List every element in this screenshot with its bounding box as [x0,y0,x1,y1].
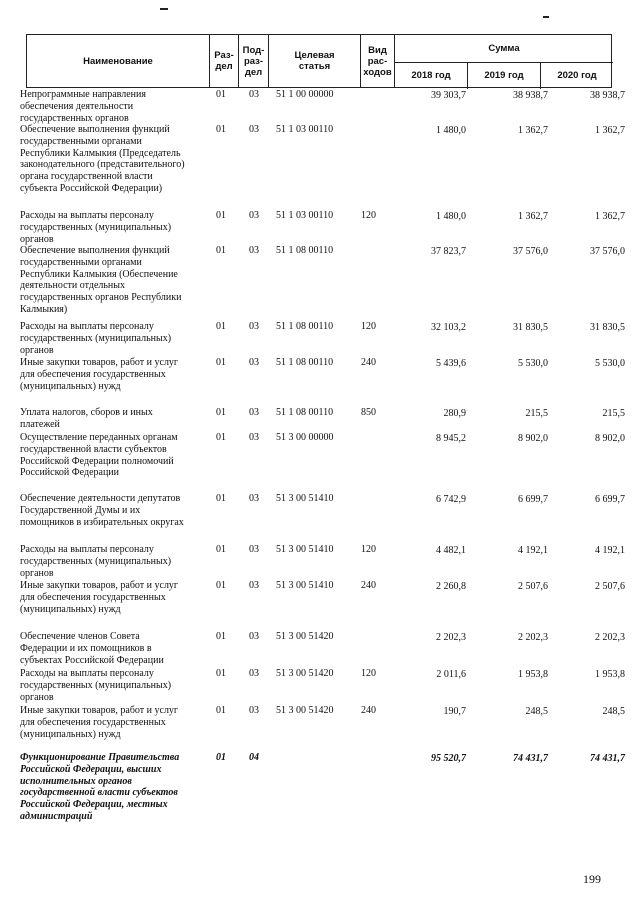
row-sum-2018: 4 482,1 [436,545,466,556]
row-name: Обеспечение деятельности депутатов Государственной Думы и их помощников в избирательных округах [20,493,184,528]
row-sum-2020: 5 530,0 [595,358,625,369]
row-sum-2018: 280,9 [443,408,466,419]
row-sum-2018: 37 823,7 [431,246,466,257]
row-sum-2018: 2 202,3 [436,632,466,643]
row-podrazdel: 03 [249,544,259,555]
row-sum-2020: 8 902,0 [595,433,625,444]
row-razdel: 01 [216,210,226,221]
row-razdel: 01 [216,321,226,332]
header-target-article: Целевая статья [269,35,361,87]
row-target-article: 51 1 08 00110 [276,245,334,256]
row-razdel: 01 [216,752,226,763]
row-sum-2020: 215,5 [602,408,625,419]
row-sum-2019: 1 362,7 [518,125,548,136]
row-sum-2020: 1 953,8 [595,669,625,680]
header-year-2019: 2019 год [468,62,541,89]
row-sum-2020: 31 830,5 [590,322,625,333]
row-razdel: 01 [216,544,226,555]
row-razdel: 01 [216,407,226,418]
row-target-article: 51 3 00 51410 [276,544,334,555]
row-expense-type: 120 [361,210,376,221]
header-expense-type: Вид рас- ходов [361,35,395,87]
row-podrazdel: 03 [249,407,259,418]
row-podrazdel: 03 [249,580,259,591]
row-expense-type: 240 [361,705,376,716]
row-razdel: 01 [216,124,226,135]
row-podrazdel: 03 [249,493,259,504]
row-target-article: 51 3 00 51420 [276,631,334,642]
row-sum-2020: 248,5 [602,706,625,717]
row-target-article: 51 1 08 00110 [276,407,334,418]
header-name: Наименование [27,35,210,87]
row-sum-2020: 2 507,6 [595,581,625,592]
row-podrazdel: 03 [249,668,259,679]
row-podrazdel: 03 [249,124,259,135]
row-target-article: 51 1 03 00110 [276,124,334,135]
row-name: Иные закупки товаров, работ и услуг для обеспечения государственных (муниципальных) нужд [20,580,179,615]
row-sum-2020: 6 699,7 [595,494,625,505]
row-sum-2018: 1 480,0 [436,211,466,222]
row-sum-2018: 190,7 [443,706,466,717]
row-razdel: 01 [216,89,226,100]
row-name: Расходы на выплаты персоналу государственных (муниципальных) органов [20,668,172,703]
row-razdel: 01 [216,493,226,504]
row-razdel: 01 [216,432,226,443]
row-expense-type: 240 [361,580,376,591]
header-podrazdel: Под- раз- дел [239,35,269,87]
header-sum: Сумма [395,35,613,63]
row-podrazdel: 03 [249,210,259,221]
row-target-article: 51 3 00 51420 [276,705,334,716]
row-podrazdel: 03 [249,631,259,642]
row-podrazdel: 03 [249,89,259,100]
row-sum-2019: 248,5 [525,706,548,717]
row-sum-2020: 2 202,3 [595,632,625,643]
row-podrazdel: 03 [249,245,259,256]
row-sum-2019: 37 576,0 [513,246,548,257]
table-header [26,34,612,88]
row-target-article: 51 3 00 51410 [276,493,334,504]
row-sum-2019: 1 362,7 [518,211,548,222]
row-sum-2019: 2 507,6 [518,581,548,592]
row-razdel: 01 [216,668,226,679]
row-sum-2018: 8 945,2 [436,433,466,444]
row-sum-2019: 215,5 [525,408,548,419]
row-target-article: 51 3 00 00000 [276,432,334,443]
row-sum-2020: 4 192,1 [595,545,625,556]
row-razdel: 01 [216,580,226,591]
row-target-article: 51 3 00 51420 [276,668,334,679]
row-expense-type: 120 [361,544,376,555]
row-sum-2020: 1 362,7 [595,125,625,136]
row-sum-2018: 95 520,7 [431,753,466,764]
row-name: Иные закупки товаров, работ и услуг для обеспечения государственных (муниципальных) нужд [20,357,179,392]
row-razdel: 01 [216,245,226,256]
row-razdel: 01 [216,631,226,642]
row-target-article: 51 3 00 51410 [276,580,334,591]
row-sum-2019: 2 202,3 [518,632,548,643]
row-sum-2020: 37 576,0 [590,246,625,257]
row-name: Обеспечение выполнения функций государственными органами Республики Калмыкия (Председатель законодательного (представительного) органа государственной власти субъекта Российской Федерации) [20,124,185,194]
row-sum-2019: 1 953,8 [518,669,548,680]
row-sum-2020: 38 938,7 [590,90,625,101]
row-sum-2018: 2 260,8 [436,581,466,592]
row-sum-2018: 1 480,0 [436,125,466,136]
page-number: 199 [583,872,601,886]
row-sum-2019: 4 192,1 [518,545,548,556]
row-name: Расходы на выплаты персоналу государственных (муниципальных) органов [20,321,172,356]
row-target-article: 51 1 03 00110 [276,210,334,221]
row-podrazdel: 03 [249,705,259,716]
row-name: Расходы на выплаты персоналу государственных (муниципальных) органов [20,210,172,245]
row-sum-2019: 5 530,0 [518,358,548,369]
row-podrazdel: 04 [249,752,259,763]
row-sum-2018: 5 439,6 [436,358,466,369]
scan-mark [160,8,168,10]
row-name: Обеспечение выполнения функций государственными органами Республики Калмыкия (Обеспечение деятельности отдельных государственных органов Республики Калмыкия) [20,245,182,315]
row-target-article: 51 1 00 00000 [276,89,334,100]
row-expense-type: 120 [361,668,376,679]
row-name: Осуществление переданных органам государственной власти субъектов Российской Федерации полномочий Российской Федерации [20,432,178,479]
row-name: Функционирование Правительства Российской Федерации, высших исполнительных органов государственной власти субъектов Российской Федерации, местных администраций [20,752,180,822]
row-sum-2018: 39 303,7 [431,90,466,101]
row-sum-2019: 31 830,5 [513,322,548,333]
row-razdel: 01 [216,705,226,716]
row-podrazdel: 03 [249,357,259,368]
row-sum-2019: 74 431,7 [513,753,548,764]
header-year-2018: 2018 год [395,62,468,89]
scan-mark [543,16,549,18]
row-name: Уплата налогов, сборов и иных платежей [20,407,153,430]
row-sum-2018: 6 742,9 [436,494,466,505]
row-razdel: 01 [216,357,226,368]
row-expense-type: 240 [361,357,376,368]
row-expense-type: 120 [361,321,376,332]
row-expense-type: 850 [361,407,376,418]
row-sum-2018: 32 103,2 [431,322,466,333]
row-name: Расходы на выплаты персоналу государственных (муниципальных) органов [20,544,172,579]
row-target-article: 51 1 08 00110 [276,321,334,332]
row-sum-2020: 1 362,7 [595,211,625,222]
row-name: Непрограммные направления обеспечения деятельности государственных органов [20,89,146,124]
row-podrazdel: 03 [249,432,259,443]
header-razdel: Раз- дел [210,35,239,87]
row-sum-2019: 38 938,7 [513,90,548,101]
row-sum-2020: 74 431,7 [590,753,625,764]
row-sum-2019: 6 699,7 [518,494,548,505]
header-year-2020: 2020 год [557,70,597,81]
row-name: Иные закупки товаров, работ и услуг для обеспечения государственных (муниципальных) нужд [20,705,179,740]
row-podrazdel: 03 [249,321,259,332]
row-name: Обеспечение членов Совета Федерации и их помощников в субъектах Российской Федерации [20,631,164,666]
row-sum-2018: 2 011,6 [436,669,466,680]
row-sum-2019: 8 902,0 [518,433,548,444]
row-target-article: 51 1 08 00110 [276,357,334,368]
